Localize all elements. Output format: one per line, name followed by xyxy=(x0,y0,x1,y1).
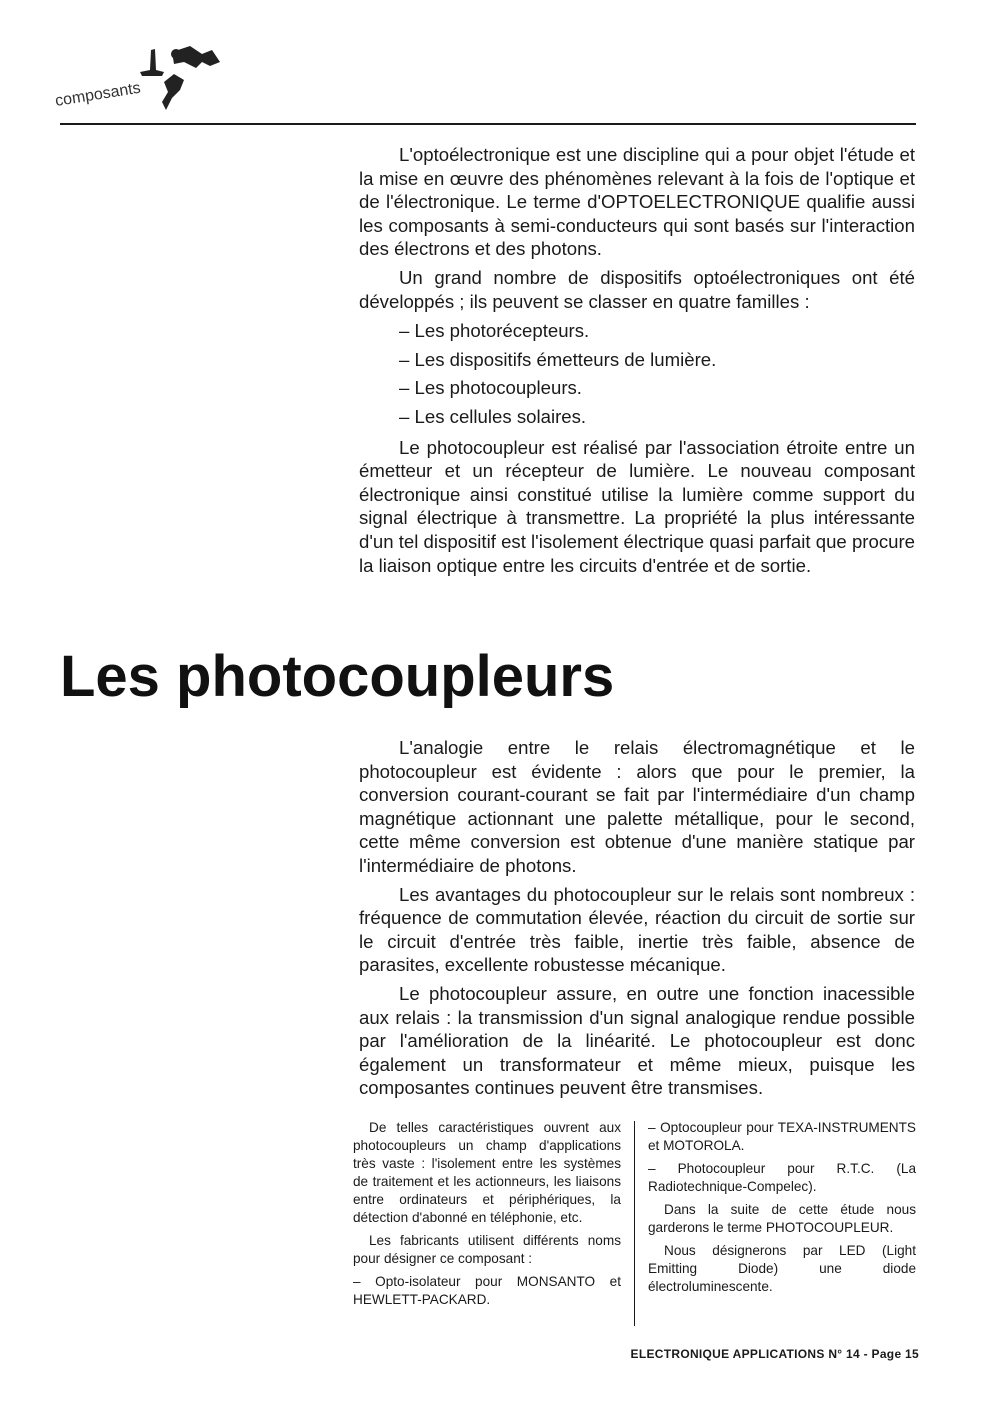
column-divider xyxy=(634,1121,635,1326)
body-paragraph: Le photocoupleur assure, en outre une fonction inacessible aux relais : la transmission d'un signal analogique rendue possible par l'amélioration de la linéarité. Le photocoupleur est donc également un transformateur et même mieux, puisque les composantes continues peuvent être transmises. xyxy=(359,982,915,1099)
figure-logo-icon xyxy=(52,32,242,122)
page-footer: ELECTRONIQUE APPLICATIONS N° 14 - Page 15 xyxy=(630,1347,919,1361)
column-paragraph: De telles caractéristiques ouvrent aux photocoupleurs un champ d'applications très vaste : l'isolement entre les systèmes de traitement et les actionneurs, les liaisons entre ordinateurs et périphériques, la détection d'abonné en téléphonie, etc. xyxy=(353,1120,621,1225)
page-title: Les photocoupleurs xyxy=(60,644,615,709)
intro-paragraph: Le photocoupleur est réalisé par l'association étroite entre un émetteur et un récepteur de lumière. Le nouveau composant électronique ainsi constitué utilise la lumière comme support du signal électrique à transmettre. La propriété la plus intéressante d'un tel dispositif est l'isolement électrique quasi parfait que procure la liaison optique entre les circuits d'entrée et de sortie. xyxy=(359,436,915,576)
intro-section xyxy=(359,143,915,577)
list-item: – Les dispositifs émetteurs de lumière. xyxy=(359,346,915,375)
column-paragraph: Les fabricants utilisent différents noms pour désigner ce composant : xyxy=(353,1233,621,1266)
section-logo xyxy=(52,32,242,122)
column-paragraph: – Optocoupleur pour TEXA-INSTRUMENTS et MOTOROLA. xyxy=(648,1120,916,1153)
column-paragraph: Dans la suite de cette étude nous garderons le terme PHOTOCOUPLEUR. xyxy=(648,1202,916,1235)
list-item: – Les photocoupleurs. xyxy=(359,374,915,403)
body-section xyxy=(359,736,915,1100)
intro-paragraph: Un grand nombre de dispositifs optoélectroniques ont été développés ; ils peuvent se classer en quatre familles : xyxy=(359,266,915,312)
body-paragraph: L'analogie entre le relais électromagnétique et le photocoupleur est évidente : alors que pour le premier, la conversion courant-courant se fait par l'intermédiaire d'un champ magnétique actionnant une palette métallique, pour le second, cette même conversion est obtenue d'une manière statique par l'intermédiaire de photons. xyxy=(359,737,915,876)
column-paragraph: – Photocoupleur pour R.T.C. (La Radiotechnique-Compelec). xyxy=(648,1161,916,1194)
column-paragraph: Nous désignerons par LED (Light Emitting Diode) une diode électroluminescente. xyxy=(648,1243,916,1294)
intro-paragraph: L'optoélectronique est une discipline qui a pour objet l'étude et la mise en œuvre des phénomènes relevant à la fois de l'optique et de l'électronique. Le terme d'OPTOELECTRONIQUE qualifie aussi les composants à semi-conducteurs qui sont basés sur l'interaction des électrons et des photons. xyxy=(359,144,915,260)
section-label: composants xyxy=(53,79,142,110)
body-paragraph: Les avantages du photocoupleur sur le relais sont nombreux : fréquence de commutation élevée, réaction du circuit de sortie sur le circuit d'entrée très faible, inertie très faible, absence de parasites, excellente robustesse mécanique. xyxy=(359,883,915,976)
families-list xyxy=(359,317,915,431)
column-paragraph: – Opto-isolateur pour MONSANTO et HEWLETT-PACKARD. xyxy=(353,1274,621,1307)
right-column xyxy=(648,1119,916,1301)
header-rule xyxy=(60,123,916,125)
list-item: – Les photorécepteurs. xyxy=(359,317,915,346)
list-item: – Les cellules solaires. xyxy=(359,403,915,432)
left-column xyxy=(353,1119,621,1314)
